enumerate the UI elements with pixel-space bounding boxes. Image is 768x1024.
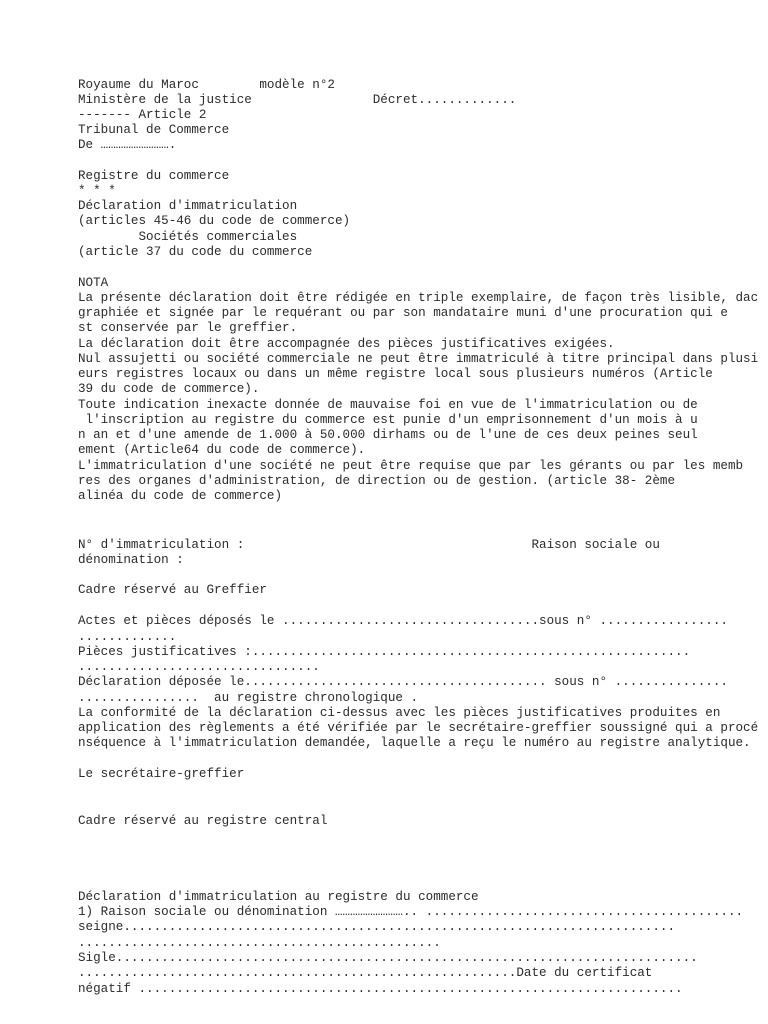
nota-line: l'inscription au registre du commerce est punie d'un emprisonnement d'un mois à u	[78, 413, 698, 427]
greffier-line: La conformité de la déclaration ci-dessus avec les pièces justificatives produites en	[78, 706, 721, 720]
declaration-line: seigne.........................................................................	[78, 920, 676, 934]
immatriculation-line: N° d'immatriculation : Raison sociale ou	[78, 538, 660, 552]
nota-line: 39 du code de commerce).	[78, 382, 260, 396]
nota-line: Toute indication inexacte donnée de mauvaise foi en vue de l'immatriculation ou de	[78, 398, 698, 412]
nota-line: La déclaration doit être accompagnée des pièces justificatives exigées.	[78, 337, 615, 351]
title-article-37: (article 37 du code du commerce	[78, 245, 313, 259]
title-articles: (articles 45-46 du code de commerce)	[78, 214, 351, 228]
nota-line: res des organes d'administration, de direction ou de gestion. (article 38- 2ème	[78, 474, 676, 488]
nota-line: L'immatriculation d'une société ne peut être requise que par les gérants ou par les memb	[78, 459, 744, 473]
greffier-signature: Le secrétaire-greffier	[78, 767, 245, 781]
nota-line: alinéa du code de commerce)	[78, 489, 283, 503]
nota-line: La présente déclaration doit être rédigée en triple exemplaire, de façon très lisible, dac	[78, 291, 759, 305]
greffier-line: Actes et pièces déposés le ..................................sous n° .................	[78, 614, 728, 628]
nota-line: eurs registres locaux ou dans un même registre local sous plusieurs numéros (Article	[78, 367, 713, 381]
title-societes: Sociétés commerciales	[78, 230, 298, 244]
nota-line: n an et d'une amende de 1.000 à 50.000 dirhams ou de l'une de ces deux peines seul	[78, 428, 698, 442]
header-tribunal: Tribunal de Commerce	[78, 123, 230, 137]
title-stars: * * *	[78, 184, 116, 198]
greffier-line: nséquence à l'immatriculation demandée, laquelle a reçu le numéro au registre analytique.	[78, 736, 751, 750]
greffier-line: .............	[78, 630, 177, 644]
declaration-line: Sigle.............................................................................	[78, 951, 698, 965]
greffier-heading: Cadre réservé au Greffier	[78, 583, 267, 597]
registre-central-heading: Cadre réservé au registre central	[78, 814, 328, 828]
title-registre: Registre du commerce	[78, 169, 230, 183]
declaration-line: Déclaration d'immatriculation au registre du commerce	[78, 890, 479, 904]
nota-line: st conservée par le greffier.	[78, 321, 298, 335]
declaration-line: 1) Raison sociale ou dénomination ……………………….. ..........................................	[78, 905, 744, 919]
greffier-line: Pièces justificatives :..........................................................	[78, 645, 691, 659]
nota-line: graphiée et signée par le requérant ou par son mandataire muni d'une procuration qui e	[78, 306, 728, 320]
declaration-line: ................................................	[78, 936, 441, 950]
header-ministry-decree: Ministère de la justice Décret.............	[78, 93, 517, 107]
greffier-line: ................................	[78, 660, 320, 674]
header-kingdom-model: Royaume du Maroc modèle n°2	[78, 78, 335, 92]
header-article: ------- Article 2	[78, 108, 207, 122]
nota-line: ement (Article64 du code de commerce).	[78, 443, 366, 457]
greffier-line: ................ au registre chronologique .	[78, 691, 419, 705]
greffier-line: application des règlements a été vérifiée par le secrétaire-greffier soussigné qui a procé	[78, 721, 759, 735]
declaration-line: négatif ........................................................................	[78, 982, 683, 996]
denomination-line: dénomination :	[78, 553, 184, 567]
declaration-line: ..........................................................Date du certificat	[78, 966, 653, 980]
title-declaration: Déclaration d'immatriculation	[78, 199, 298, 213]
header-de: De ……………………….	[78, 138, 177, 152]
nota-heading: NOTA	[78, 276, 109, 290]
nota-line: Nul assujetti ou société commerciale ne peut être immatriculé à titre principal dans plusi	[78, 352, 759, 366]
greffier-line: Déclaration déposée le........................................ sous n° ...............	[78, 675, 728, 689]
